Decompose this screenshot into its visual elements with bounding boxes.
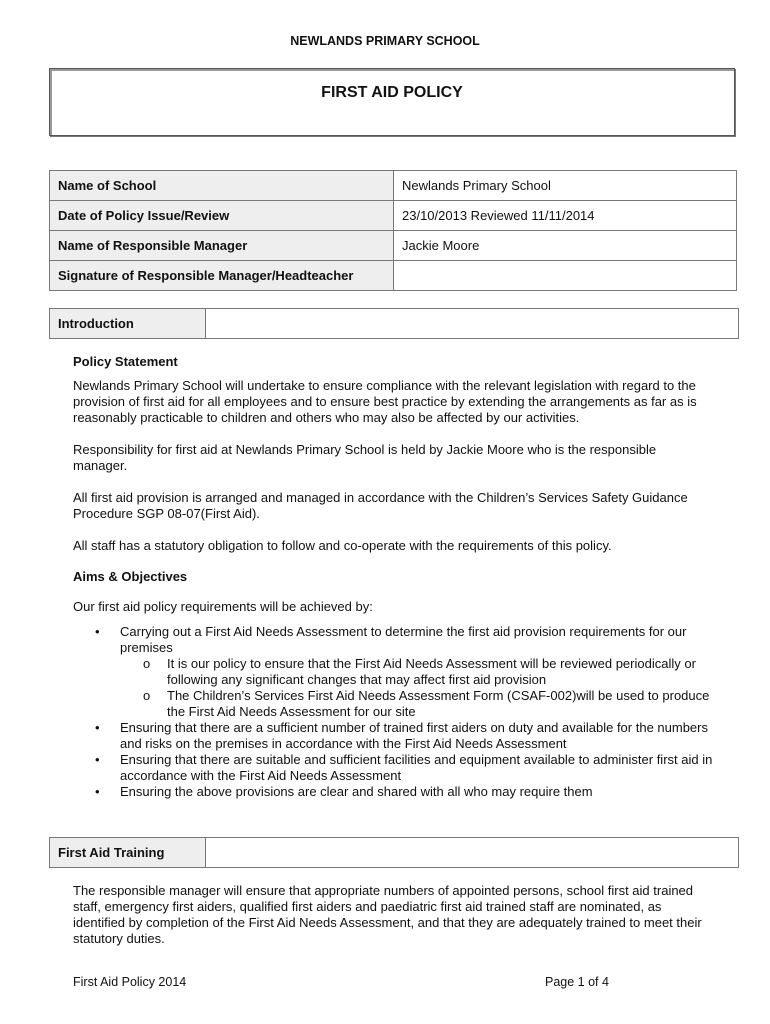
list-item-text: Ensuring that there are a sufficient number of trained first aiders on duty and available for the numbers and risks on the premises in accordance with the First Aid Needs Assessment	[120, 720, 708, 751]
list-item-text: Ensuring that there are suitable and sufficient facilities and equipment available to administer first aid in accordance with the First Aid Needs Assessment	[120, 752, 713, 783]
paragraph: All first aid provision is arranged and managed in accordance with the Children’s Services Safety Guidance Procedure SGP 08-07(First Aid).	[73, 490, 688, 521]
document-title: FIRST AID POLICY	[321, 84, 463, 101]
table-label: Signature of Responsible Manager/Headteacher	[50, 261, 394, 291]
list-item	[73, 784, 713, 800]
section-blank-cell	[206, 838, 738, 867]
table-label: Name of Responsible Manager	[50, 231, 394, 261]
list-item	[73, 624, 713, 720]
table-label: Name of School	[50, 171, 394, 201]
aims-list	[73, 624, 713, 800]
aims-heading: Aims & Objectives	[73, 569, 188, 584]
table-label: Date of Policy Issue/Review	[50, 201, 394, 231]
aims-intro: Our first aid policy requirements will be achieved by:	[73, 599, 373, 614]
policy-statement-heading: Policy Statement	[73, 354, 178, 369]
school-header: NEWLANDS PRIMARY SCHOOL	[290, 34, 480, 48]
introduction-section-header	[49, 308, 739, 339]
list-item	[73, 752, 713, 784]
paragraph: Responsibility for first aid at Newlands Primary School is held by Jackie Moore who is the responsible manager.	[73, 442, 657, 473]
footer-title: First Aid Policy 2014	[73, 975, 187, 989]
introduction-body	[73, 354, 713, 800]
page-number: Page 1 of 4	[545, 975, 609, 989]
table-value: Newlands Primary School	[394, 171, 737, 201]
table-row	[50, 231, 737, 261]
paragraph: The responsible manager will ensure that appropriate numbers of appointed persons, school first aid trained staff, emergency first aiders, qualified first aiders and paediatric first aid trained staff are nominated, as identified by completion of the First Aid Needs Assessment, and that they are adequately trained to meet their statutory duties.	[73, 883, 702, 946]
section-label: Introduction	[50, 309, 206, 338]
section-blank-cell	[206, 309, 738, 338]
signature-field[interactable]	[394, 261, 737, 291]
training-section-header	[49, 837, 739, 868]
paragraph: All staff has a statutory obligation to follow and co-operate with the requirements of this policy.	[73, 538, 612, 553]
list-item-text: Carrying out a First Aid Needs Assessment to determine the first aid provision requirements for our premises	[120, 624, 687, 655]
info-table	[49, 170, 737, 291]
list-item	[73, 720, 713, 752]
sub-list-item-text: It is our policy to ensure that the First Aid Needs Assessment will be reviewed periodically or following any significant changes that may affect first aid provision	[167, 656, 696, 687]
table-value: 23/10/2013 Reviewed 11/11/2014	[394, 201, 737, 231]
table-value: Jackie Moore	[394, 231, 737, 261]
table-row	[50, 201, 737, 231]
section-label: First Aid Training	[50, 838, 206, 867]
table-row	[50, 171, 737, 201]
sub-list-item-text: The Children’s Services First Aid Needs Assessment Form (CSAF-002)will be used to produce the First Aid Needs Assessment for our site	[167, 688, 710, 719]
sub-list-item	[120, 656, 713, 688]
training-body	[73, 883, 713, 947]
list-item-text: Ensuring the above provisions are clear and shared with all who may require them	[120, 784, 593, 799]
sub-list-item	[120, 688, 713, 720]
title-box	[49, 68, 735, 136]
table-row	[50, 261, 737, 291]
paragraph: Newlands Primary School will undertake to ensure compliance with the relevant legislation with regard to the provision of first aid for all employees and to ensure best practice by extending the arrangements as far as is reasonably practicable to children and others who may also be affected by our activities.	[73, 378, 697, 425]
sub-list	[120, 656, 713, 720]
